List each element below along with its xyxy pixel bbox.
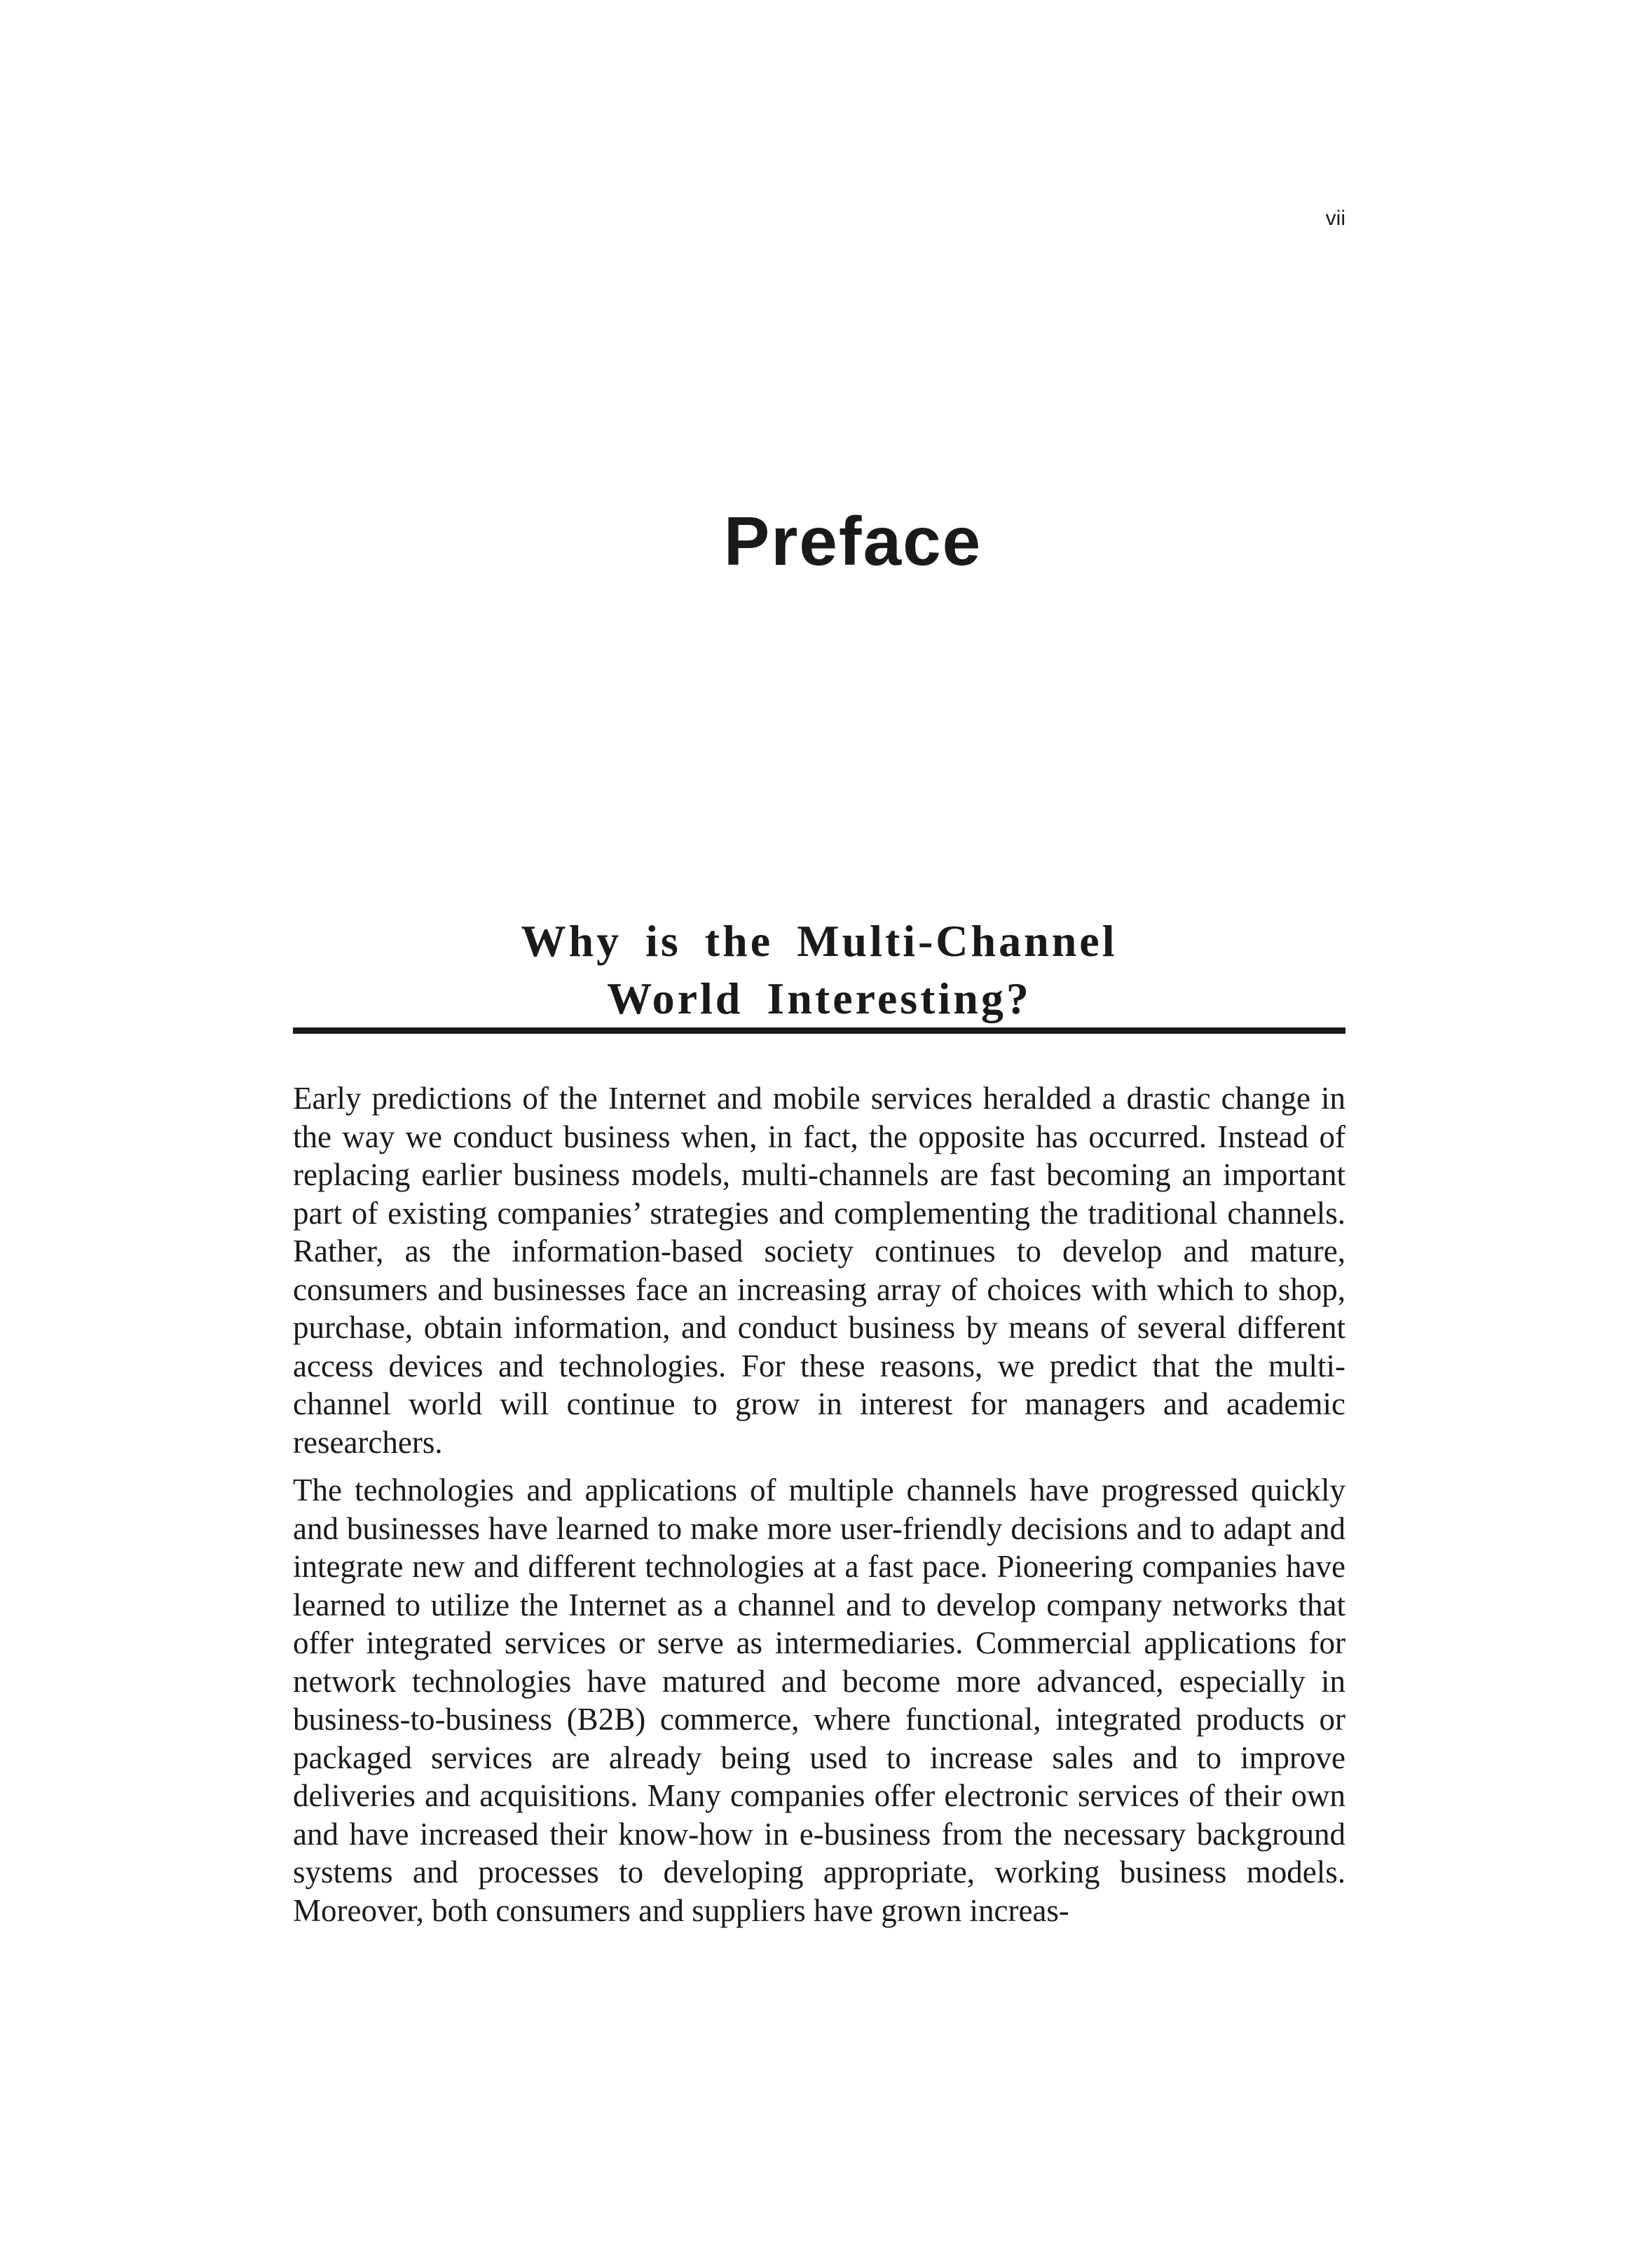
- chapter-title: Preface: [723, 503, 982, 580]
- heading-rule: [293, 1027, 1345, 1034]
- paragraph-2: The technologies and applications of multiple channels have progressed quickly and businesses have learned to make more user-friendly decisions and to adapt and integrate new and different technologies at a fast pace. Pioneering companies have learned to utilize the Internet as a channel and to develop company networks that offer integrated services or serve as intermediaries. Commercial applications for network technologies have matured and become more advanced, especially in business-to-business (B2B) commerce, where functional, integrated products or packaged services are already being used to increase sales and to improve deliveries and acquisitions. Many companies offer electronic services of their own and have increased their know-how in e-business from the necessary background systems and processes to developing appropriate, working business models. Moreover, both consumers and suppliers have grown increas-: [293, 1473, 1345, 1928]
- paragraph-1: Early predictions of the Internet and mobile services heralded a drastic change in the way we conduct business when, in fact, the opposite has occurred. Instead of replacing earlier business models, multi-channels are fast becoming an important part of existing companies’ strategies and complementing the traditional channels. Rather, as the information-based society continues to develop and mature, consumers and businesses face an increasing array of choices with which to shop, purchase, obtain information, and conduct business by means of several different access devices and technologies. For these reasons, we predict that the multi-channel world will continue to grow in interest for managers and academic researchers.: [293, 1081, 1345, 1460]
- section-heading: [293, 913, 1345, 1027]
- body-text: [293, 1079, 1345, 1939]
- section-heading-line-1: Why is the Multi-Channel: [521, 916, 1118, 966]
- page-number: vii: [1325, 207, 1345, 230]
- section-heading-line-2: World Interesting?: [607, 974, 1032, 1023]
